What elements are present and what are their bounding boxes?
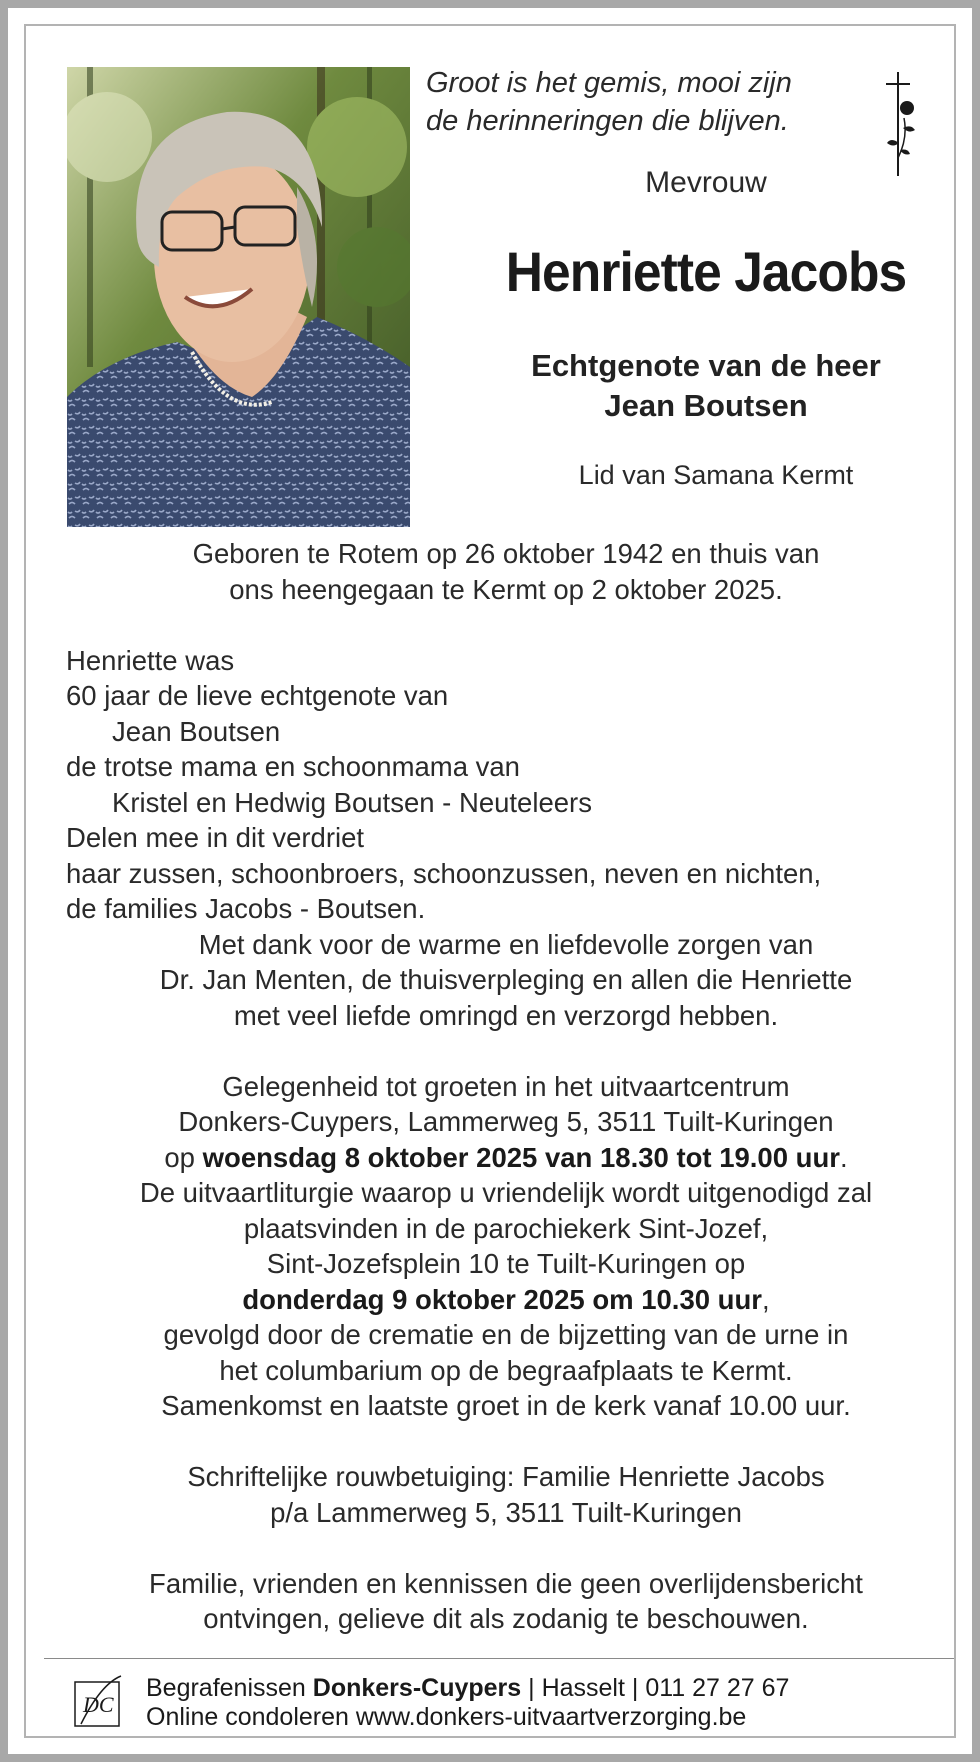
cross-rose-icon — [878, 68, 922, 180]
spouse-info — [446, 346, 966, 426]
funeral-home-name: Donkers-Cuypers — [312, 1674, 522, 1702]
thanks-line-1: Met dank voor de warme en liefdevolle zorgen van — [198, 928, 814, 960]
visitation-date: woensdag 8 oktober 2025 van 18.30 tot 19.00 uur — [202, 1141, 840, 1173]
visitation-line-1: Gelegenheid tot groeten in het uitvaartcentrum — [222, 1070, 790, 1102]
footer-info — [146, 1674, 946, 1732]
funeral-home-logo-icon — [71, 1674, 125, 1730]
funeral-line-4 — [66, 1282, 946, 1318]
obituary-frame — [24, 24, 956, 1738]
funeral-line-7: Samenkomst en laatste groet in de kerk vanaf 10.00 uur. — [161, 1390, 851, 1421]
condolence-line-1: Schriftelijke rouwbetuiging: Familie Henriette Jacobs — [187, 1461, 825, 1492]
family-line-2: 60 jaar de lieve echtgenote van — [66, 680, 449, 711]
funeral-date: donderdag 9 oktober 2025 om 10.30 uur — [242, 1283, 762, 1315]
birth-line-2: ons heengegaan te Kermt op 2 oktober 2025. — [229, 573, 783, 605]
footer-line-1 — [146, 1674, 946, 1703]
memorial-quote — [426, 64, 866, 140]
condolence-line-2: p/a Lammerweg 5, 3511 Tuilt-Kuringen — [270, 1496, 742, 1528]
family-line-3: Jean Boutsen — [112, 715, 281, 747]
visitation-line-2: Donkers-Cuypers, Lammerweg 5, 3511 Tuilt-Kuringen — [178, 1106, 834, 1137]
membership: Lid van Samana Kermt — [578, 460, 854, 490]
portrait-photo — [67, 67, 410, 527]
funeral-line-3: Sint-Jozefsplein 10 te Tuilt-Kuringen op — [266, 1248, 746, 1279]
footer-contact: | Hasselt | 011 27 27 67 — [521, 1674, 790, 1702]
deceased-name: Henriette Jacobs — [505, 240, 907, 303]
family-line-7: haar zussen, schoonbroers, schoonzussen, neven en nichten, — [66, 857, 822, 889]
footer-website[interactable]: Online condoleren www.donkers-uitvaartverzorging.be — [146, 1703, 747, 1731]
honorific: Mevrouw — [645, 166, 767, 199]
notice-line-1: Familie, vrienden en kennissen die geen overlijdensbericht — [149, 1567, 863, 1599]
family-line-8: de families Jacobs - Boutsen. — [66, 893, 426, 924]
birth-line-1: Geboren te Rotem op 26 oktober 1942 en thuis van — [192, 538, 820, 569]
family-line-1: Henriette was — [66, 644, 235, 676]
family-line-4: de trotse mama en schoonmama van — [66, 751, 520, 782]
portrait-illustration — [67, 67, 410, 527]
obituary-card — [8, 8, 972, 1754]
footer-divider — [44, 1658, 954, 1659]
thanks-line-2: Dr. Jan Menten, de thuisverpleging en allen die Henriette — [159, 964, 853, 995]
spouse-line-1: Echtgenote van de heer — [531, 348, 881, 383]
footer-prefix: Begrafenissen — [146, 1674, 313, 1702]
quote-line-2: de herinneringen die blijven. — [426, 105, 789, 137]
quote-line-1: Groot is het gemis, mooi zijn — [426, 67, 792, 99]
funeral-line-5: gevolgd door de crematie en de bijzetting van de urne in — [163, 1319, 849, 1350]
funeral-line-6: het columbarium op de begraafplaats te Kermt. — [219, 1354, 793, 1386]
obituary-body — [66, 536, 946, 1637]
funeral-suffix: , — [761, 1283, 770, 1315]
spouse-line-2: Jean Boutsen — [604, 388, 808, 423]
visitation-line-3 — [66, 1140, 946, 1176]
family-line-5: Kristel en Hedwig Boutsen - Neuteleers — [112, 786, 592, 818]
notice-line-2: ontvingen, gelieve dit als zodanig te beschouwen. — [203, 1603, 809, 1634]
thanks-line-3: met veel liefde omringd en verzorgd hebben. — [233, 999, 779, 1031]
funeral-line-1: De uitvaartliturgie waarop u vriendelijk wordt uitgenodigd zal — [139, 1177, 873, 1208]
logo-text: DC — [83, 1692, 114, 1717]
visitation-suffix: . — [839, 1141, 848, 1173]
family-line-6: Delen mee in dit verdriet — [66, 822, 365, 853]
funeral-line-2: plaatsvinden in de parochiekerk Sint-Jozef, — [243, 1212, 769, 1244]
visitation-prefix: op — [164, 1141, 203, 1173]
